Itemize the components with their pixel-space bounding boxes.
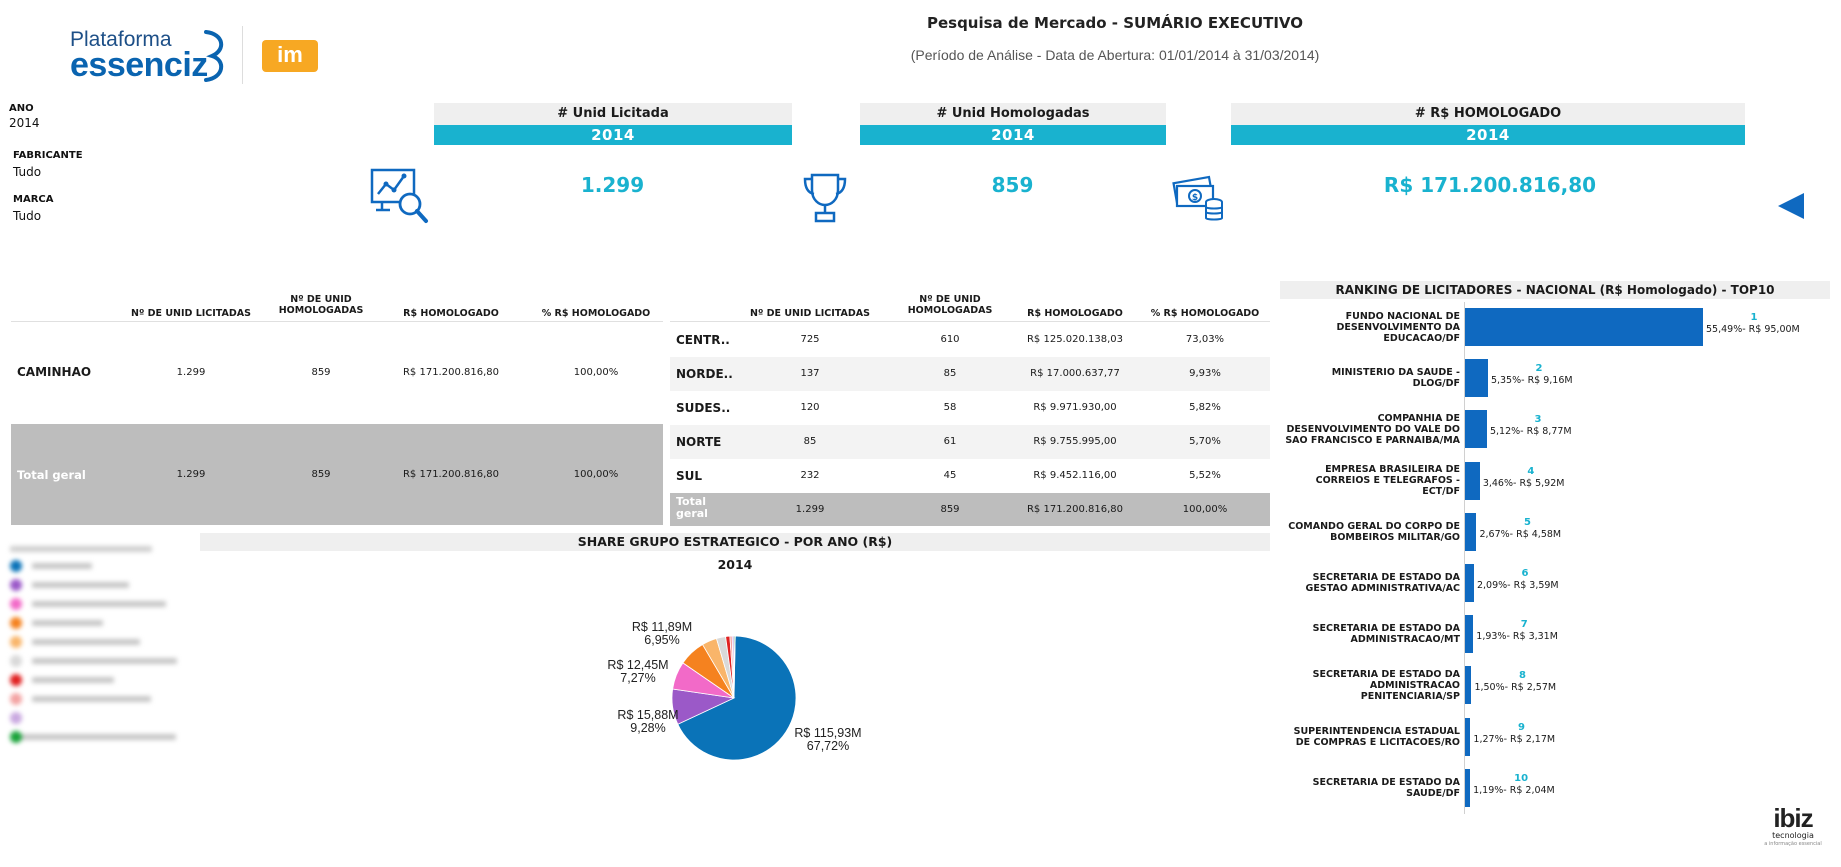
table-row[interactable]	[11, 323, 663, 423]
total-label: Total geral	[676, 495, 708, 520]
ranking-rank: 1	[1750, 312, 1758, 323]
legend-item[interactable]	[10, 650, 180, 664]
ranking-label-line: COMANDO GERAL DO CORPO DE	[1288, 520, 1460, 532]
legend-item[interactable]	[10, 555, 180, 569]
kpi-title-homologadas: # Unid Homologadas	[860, 103, 1166, 125]
row-label: SUDES..	[676, 401, 731, 415]
pie-legend	[10, 537, 185, 742]
filter-fabricante[interactable]	[13, 150, 83, 179]
legend-item[interactable]	[10, 631, 180, 645]
pie-label-3	[598, 659, 678, 685]
row-label: NORTE	[676, 435, 722, 449]
ranking-label	[1285, 413, 1460, 446]
im-logo: im	[262, 40, 318, 72]
logo-swoosh-icon	[198, 28, 230, 84]
ranking-row[interactable]	[1275, 359, 1835, 410]
ranking-chart	[1275, 302, 1835, 812]
ranking-value: 1,19%- R$ 2,04M	[1473, 784, 1555, 796]
cell: 859	[311, 367, 331, 378]
cell: 85	[943, 368, 957, 379]
row-label: SUL	[676, 469, 703, 483]
cell: 5,52%	[1189, 470, 1221, 481]
ibiz-logo-main: ibiz	[1773, 803, 1813, 833]
ibiz-logo-tag: a informação essencial	[1764, 841, 1822, 847]
table-row[interactable]	[670, 425, 1270, 459]
pie-percent: 67,72%	[806, 739, 850, 753]
ranking-row[interactable]	[1275, 718, 1835, 769]
ranking-bar[interactable]	[1465, 359, 1488, 397]
cell: 5,70%	[1189, 436, 1221, 447]
legend-swatch	[10, 617, 22, 629]
cell: R$ 125.020.138,03	[1026, 334, 1123, 345]
ranking-value: 1,50%- R$ 2,57M	[1474, 682, 1557, 694]
cell: 100,00%	[573, 469, 619, 480]
ranking-row[interactable]	[1275, 308, 1835, 359]
cell: R$ 17.000.637,77	[1030, 368, 1120, 379]
ranking-label-line: PENITENCIARIA/SP	[1360, 690, 1460, 702]
pie-amount: R$ 115,93M	[794, 726, 862, 740]
legend-swatch	[10, 674, 22, 686]
legend-swatch	[10, 579, 22, 591]
page-subtitle: (Período de Análise - Data de Abertura: 01/01/2014 à 31/03/2014)	[910, 47, 1320, 63]
pie-label-1	[782, 727, 874, 753]
ranking-label	[1285, 311, 1460, 344]
col-header: R$ HOMOLOGADO	[1027, 308, 1123, 319]
share-section-title: SHARE GRUPO ESTRATEGICO - POR ANO (R$)	[200, 533, 1270, 551]
col-header: Nº DE UNID LICITADAS	[131, 308, 251, 319]
ranking-value: 1,27%- R$ 2,17M	[1473, 733, 1556, 745]
ibiz-logo-sub: tecnologia	[1772, 831, 1814, 840]
ibiz-logo	[1748, 805, 1838, 857]
cell: 859	[940, 504, 960, 515]
ranking-row[interactable]	[1275, 564, 1835, 615]
ranking-label-line: GESTAO ADMINISTRATIVA/AC	[1305, 583, 1460, 594]
trophy-icon	[802, 172, 848, 224]
ranking-label-line: MINISTERIO DA SAUDE -	[1331, 367, 1460, 379]
essenciz-logo	[70, 28, 230, 84]
ranking-bar[interactable]	[1465, 769, 1470, 807]
logo-main-text: essenciz	[70, 46, 208, 84]
legend-text-blurred	[32, 696, 151, 702]
ranking-rank: 3	[1534, 414, 1542, 426]
legend-item[interactable]	[10, 612, 180, 626]
logo-top-text: Plataforma	[70, 28, 172, 51]
ranking-value: 5,12%- R$ 8,77M	[1489, 426, 1572, 438]
cell: 725	[800, 334, 820, 345]
cell: 100,00%	[573, 367, 619, 378]
ranking-value: 1,93%- R$ 3,31M	[1476, 631, 1558, 643]
pie-percent: 9,28%	[630, 721, 666, 735]
legend-item[interactable]	[10, 688, 180, 702]
col-header: % R$ HOMOLOGADO	[1150, 308, 1260, 319]
filter-label: MARCA	[13, 194, 54, 205]
ranking-bar[interactable]	[1465, 513, 1476, 551]
cell: 610	[940, 334, 960, 345]
ranking-rank: 4	[1527, 465, 1535, 477]
row-label: NORDE..	[676, 367, 733, 381]
share-year: 2014	[717, 557, 753, 572]
ranking-label-line: SECRETARIA DE ESTADO DA	[1312, 623, 1460, 635]
cell: 859	[311, 469, 331, 480]
pie-amount: R$ 12,45M	[607, 658, 669, 672]
cell: 45	[943, 470, 957, 481]
ranking-label-line: ECT/DF	[1422, 486, 1460, 498]
ranking-label-line: SUPERINTENDENCIA ESTADUAL	[1293, 725, 1460, 737]
ranking-value: 55,49%- R$ 95,00M	[1706, 324, 1800, 335]
filter-label: FABRICANTE	[13, 150, 83, 161]
ranking-row[interactable]	[1275, 666, 1835, 717]
ranking-label	[1285, 367, 1460, 389]
cell: R$ 171.200.816,80	[402, 367, 499, 378]
cell: 100,00%	[1182, 504, 1228, 515]
cell: 1.299	[795, 504, 825, 515]
col-header: Nº DE UNID HOMOLOGADAS	[278, 294, 364, 316]
ranking-rank: 7	[1520, 619, 1528, 631]
legend-swatch	[10, 598, 22, 610]
legend-item[interactable]	[10, 574, 180, 588]
legend-item[interactable]	[10, 593, 180, 607]
ranking-bar[interactable]	[1465, 308, 1703, 346]
kpi-value-licitada: 1.299	[580, 173, 645, 197]
pie-amount: R$ 15,88M	[617, 708, 679, 722]
legend-text-blurred	[32, 601, 166, 607]
ranking-bar[interactable]	[1465, 564, 1474, 602]
cell: 9,93%	[1189, 368, 1221, 379]
cell: 58	[943, 402, 957, 413]
kpi-year-rs-homologado: 2014	[1231, 125, 1745, 145]
ranking-label-line: DE COMPRAS E LICITACOES/RO	[1295, 736, 1460, 748]
collapse-arrow-icon[interactable]	[1776, 191, 1806, 221]
cell: R$ 9.755.995,00	[1033, 436, 1117, 447]
ranking-label-line: SAUDE/DF	[1406, 787, 1460, 799]
ranking-row[interactable]	[1275, 462, 1835, 513]
legend-text-blurred	[32, 563, 92, 569]
row-label: CAMINHAO	[17, 365, 92, 379]
cell: R$ 9.452.116,00	[1033, 470, 1117, 481]
ranking-bar[interactable]	[1465, 718, 1470, 756]
col-header: R$ HOMOLOGADO	[403, 308, 499, 319]
ranking-rank: 10	[1514, 772, 1529, 784]
pie-amount: R$ 11,89M	[631, 620, 693, 634]
legend-swatch	[10, 731, 22, 743]
table-row[interactable]	[670, 391, 1270, 425]
ranking-value: 2,67%- R$ 4,58M	[1479, 528, 1562, 540]
ranking-label	[1285, 572, 1460, 594]
cell: 5,82%	[1189, 402, 1221, 413]
legend-text-blurred	[32, 582, 129, 588]
ranking-axis	[1464, 302, 1465, 814]
legend-swatch	[10, 655, 22, 667]
ranking-value: 5,35%- R$ 9,16M	[1490, 375, 1573, 387]
filter-value: 2014	[9, 116, 40, 130]
ranking-title: RANKING DE LICITADORES - NACIONAL (R$ Homologado) - TOP10	[1280, 281, 1830, 299]
cell: R$ 171.200.816,80	[402, 469, 499, 480]
pie-label-2	[608, 709, 688, 735]
legend-text-blurred	[32, 620, 103, 626]
page-title: Pesquisa de Mercado - SUMÁRIO EXECUTIVO	[926, 14, 1304, 32]
ranking-label	[1285, 669, 1460, 702]
filter-value: Tudo	[13, 165, 42, 179]
ranking-rank: 2	[1535, 363, 1543, 375]
legend-text-blurred	[32, 658, 177, 664]
cell: 1.299	[176, 469, 206, 480]
filter-value: Tudo	[13, 209, 42, 223]
chart-search-icon	[368, 166, 430, 224]
ranking-bar[interactable]	[1465, 410, 1487, 448]
ranking-rank: 5	[1523, 516, 1531, 528]
col-header: % R$ HOMOLOGADO	[541, 308, 651, 319]
ranking-row[interactable]	[1275, 410, 1835, 461]
legend-swatch	[10, 712, 22, 724]
ranking-label-line: DESENVOLVIMENTO DO VALE DO	[1286, 423, 1460, 435]
ranking-label-line: SECRETARIA DE ESTADO DA	[1312, 668, 1460, 680]
legend-swatch	[10, 560, 22, 572]
header-divider	[242, 26, 243, 84]
cell: 232	[800, 470, 820, 481]
pie-label-4	[622, 621, 702, 647]
table-row[interactable]	[670, 459, 1270, 493]
cell: R$ 171.200.816,80	[1026, 504, 1123, 515]
kpi-value-rs-homologado: R$ 171.200.816,80	[1383, 173, 1597, 197]
svg-text:$: $	[1191, 193, 1199, 203]
ranking-label	[1285, 623, 1460, 645]
product-table	[11, 290, 663, 526]
ranking-label-line: BOMBEIROS MILITAR/GO	[1330, 531, 1460, 543]
cell: 137	[800, 368, 820, 379]
col-header: Nº DE UNID HOMOLOGADAS	[907, 294, 993, 316]
kpi-value-homologadas: 859	[991, 173, 1034, 197]
kpi-title-rs-homologado: # R$ HOMOLOGADO	[1231, 103, 1745, 125]
ranking-label	[1285, 464, 1460, 497]
money-icon	[1172, 172, 1226, 222]
ranking-label-line: SECRETARIA DE ESTADO DA	[1312, 776, 1460, 788]
legend-text-blurred	[32, 677, 114, 683]
total-row	[11, 424, 663, 525]
kpi-title-licitada: # Unid Licitada	[434, 103, 792, 125]
ranking-label-line: FUNDO NACIONAL DE	[1345, 310, 1460, 322]
filter-ano[interactable]	[9, 103, 40, 130]
ranking-label-line: ADMINISTRACAO	[1369, 679, 1460, 691]
table-header-row	[11, 290, 663, 322]
cell: R$ 9.971.930,00	[1033, 402, 1117, 413]
ranking-label-line: SECRETARIA DE ESTADO DA	[1312, 572, 1460, 583]
filter-marca[interactable]	[13, 194, 53, 223]
ranking-label-line: ADMINISTRACAO/MT	[1350, 634, 1460, 646]
ranking-rank: 9	[1517, 721, 1525, 733]
ranking-rank: 8	[1518, 670, 1526, 682]
ranking-bar[interactable]	[1465, 666, 1471, 704]
ranking-value: 3,46%- R$ 5,92M	[1482, 477, 1565, 489]
ranking-label-line: COMPANHIA DE	[1377, 412, 1460, 424]
cell: 120	[800, 402, 820, 413]
ranking-label	[1285, 521, 1460, 543]
row-label: CENTR..	[676, 333, 730, 347]
legend-text-blurred	[32, 639, 140, 645]
ranking-label-line: EMPRESA BRASILEIRA DE	[1325, 464, 1460, 476]
cell: 1.299	[176, 367, 206, 378]
ranking-label-line: EDUCACAO/DF	[1383, 332, 1460, 344]
ranking-label-line: CORREIOS E TELEGRAFOS -	[1315, 475, 1460, 487]
cell: 85	[803, 436, 817, 447]
legend-item[interactable]	[10, 726, 180, 740]
ranking-bar[interactable]	[1465, 615, 1473, 653]
ranking-value: 2,09%- R$ 3,59M	[1476, 580, 1559, 591]
legend-text-blurred	[32, 734, 125, 740]
legend-item[interactable]	[10, 669, 180, 683]
table-header-row	[670, 290, 1270, 322]
ranking-row[interactable]	[1275, 615, 1835, 666]
filter-label: ANO	[9, 103, 34, 114]
region-table	[670, 290, 1270, 526]
pie-percent: 6,95%	[644, 633, 680, 647]
ranking-label-line: DESENVOLVIMENTO DA	[1336, 321, 1460, 333]
total-label: Total geral	[17, 468, 86, 482]
kpi-year-homologadas: 2014	[860, 125, 1166, 145]
col-header: Nº DE UNID LICITADAS	[750, 308, 870, 319]
legend-swatch	[10, 693, 22, 705]
ranking-label	[1285, 726, 1460, 748]
legend-swatch	[10, 636, 22, 648]
table-row[interactable]	[670, 323, 1270, 357]
total-row	[670, 493, 1270, 526]
cell: 73,03%	[1185, 334, 1225, 345]
ranking-bar[interactable]	[1465, 462, 1480, 500]
cell: 61	[943, 436, 957, 447]
ranking-label	[1285, 777, 1460, 799]
ranking-label-line: SAO FRANCISCO E PARNAIBA/MA	[1285, 434, 1460, 446]
ranking-row[interactable]	[1275, 513, 1835, 564]
legend-item[interactable]	[10, 707, 180, 721]
kpi-year-licitada: 2014	[434, 125, 792, 145]
ranking-rank: 6	[1521, 568, 1529, 579]
ranking-label-line: DLOG/DF	[1412, 378, 1460, 390]
table-row[interactable]	[670, 357, 1270, 391]
pie-percent: 7,27%	[620, 671, 656, 685]
